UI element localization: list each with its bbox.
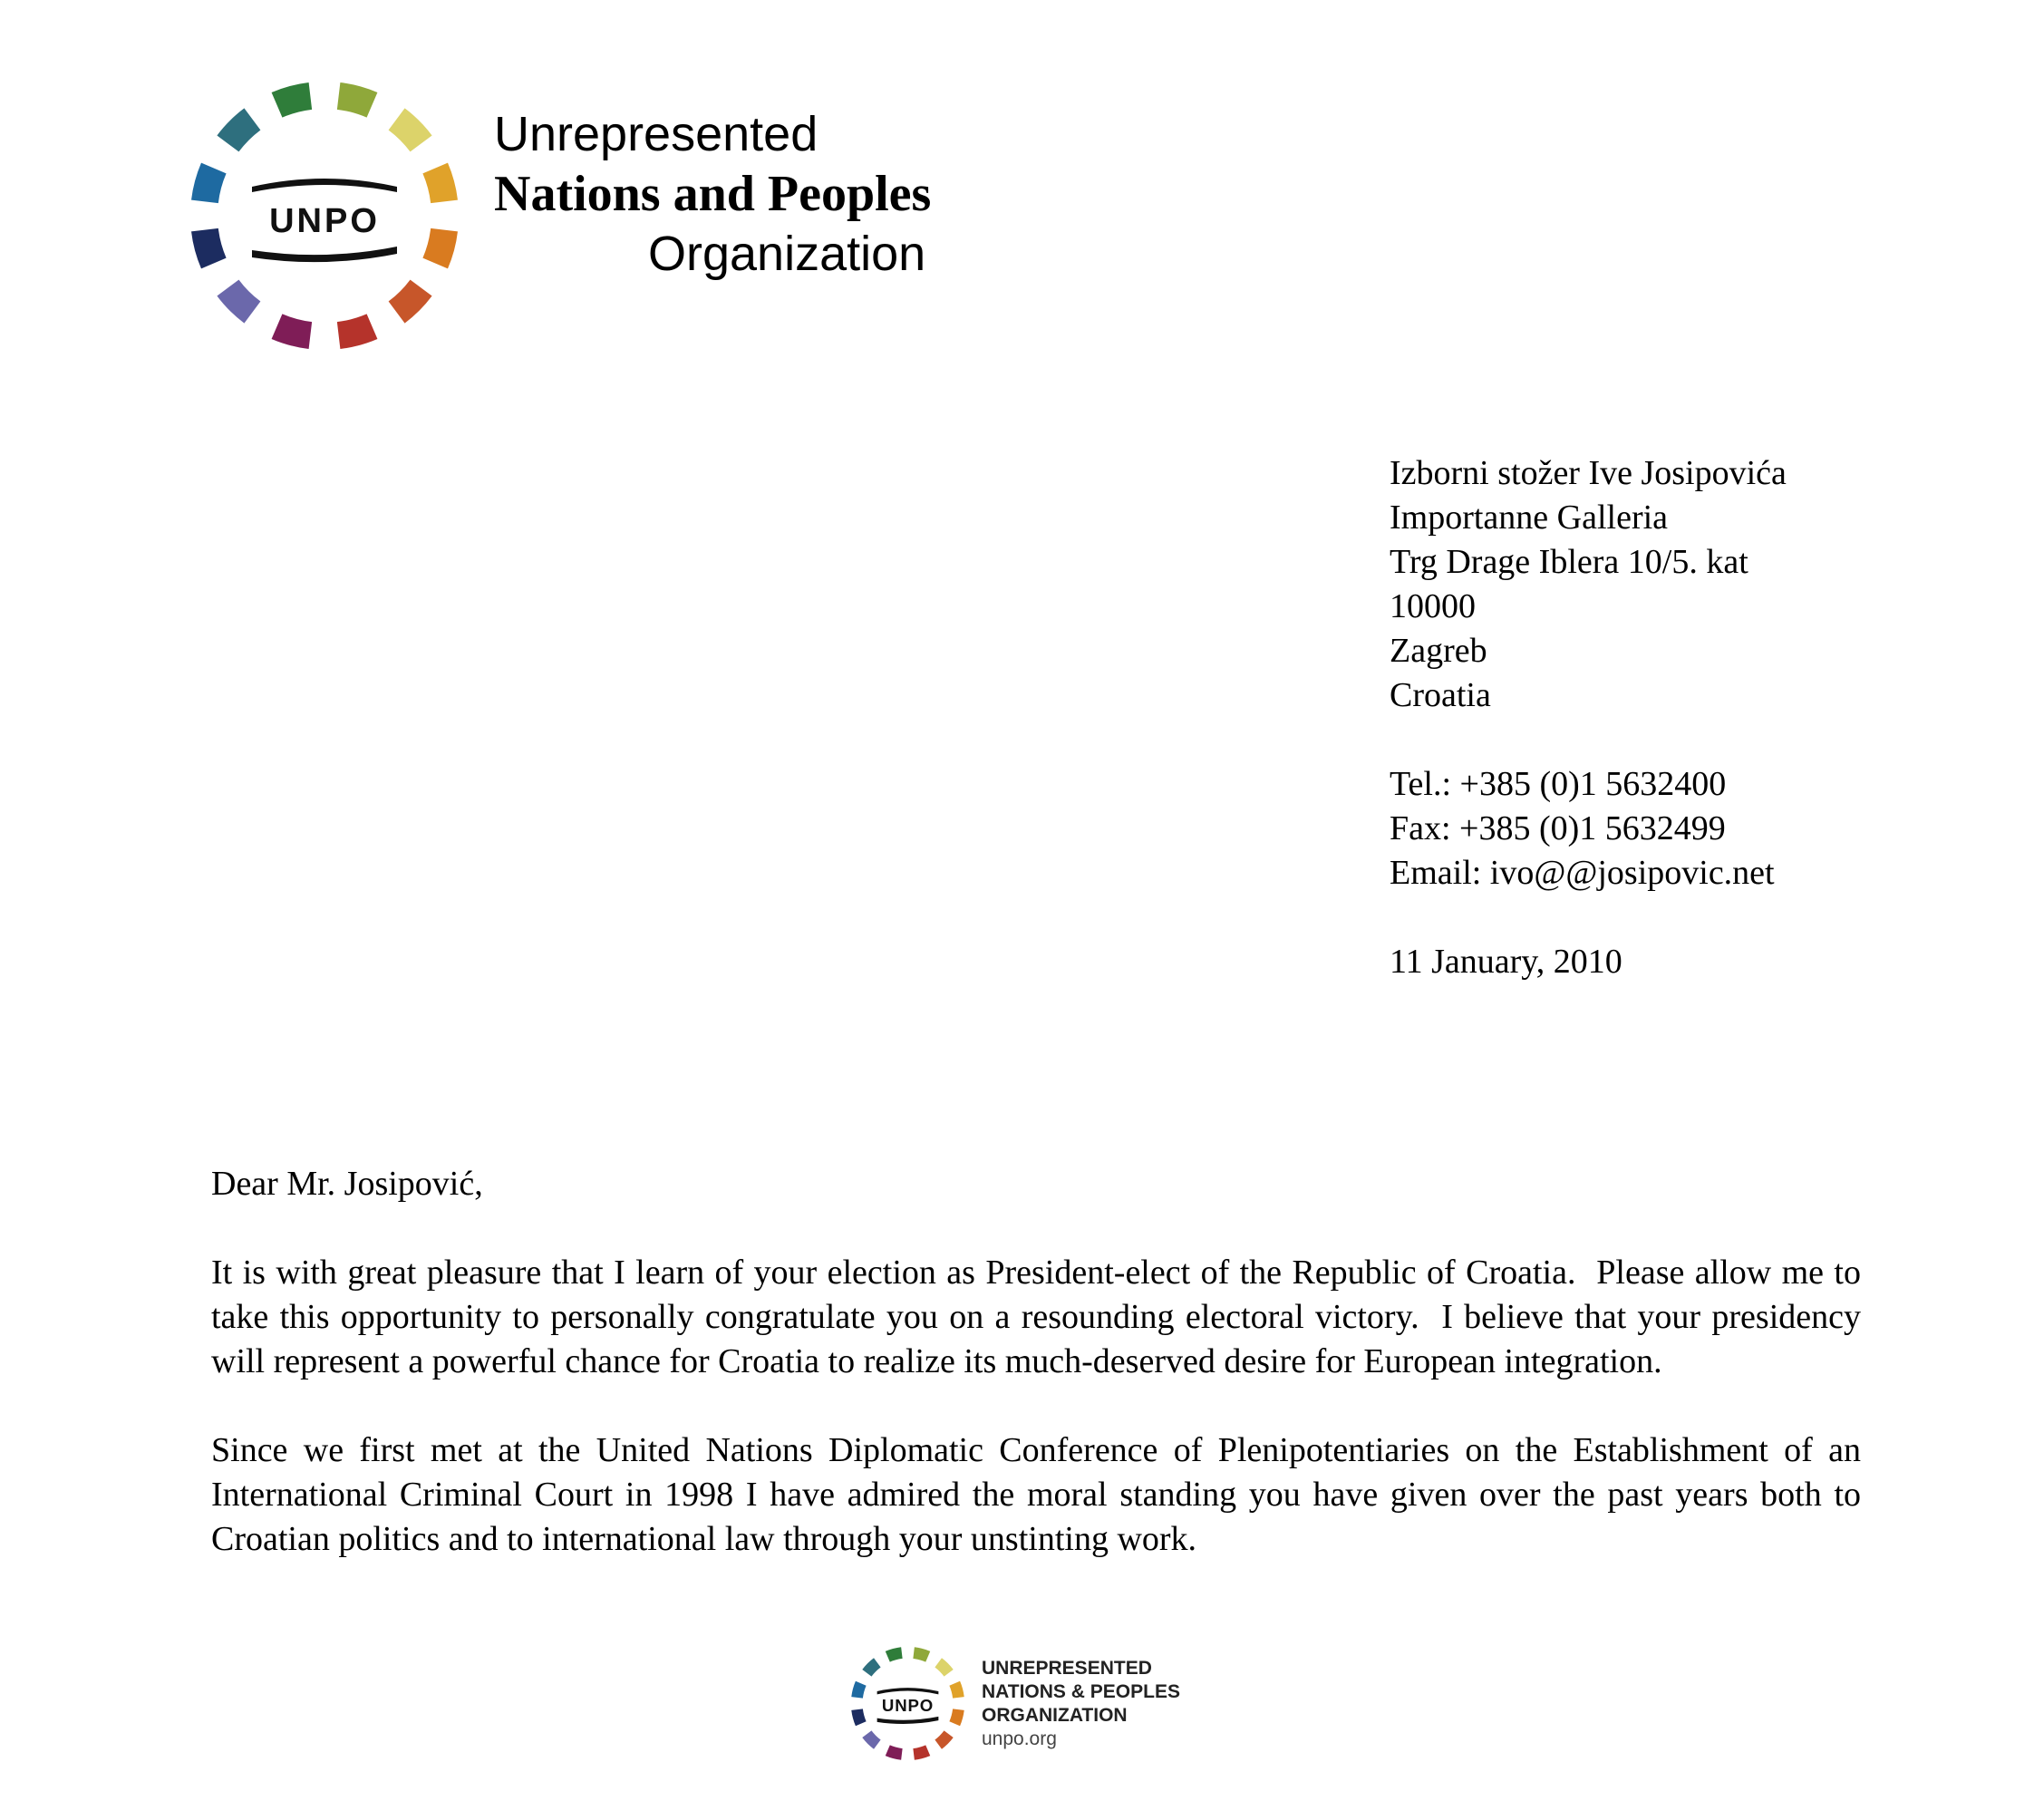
letter-body (211, 1162, 1870, 1606)
recipient-email: Email: ivo@@josipovic.net (1390, 854, 1775, 892)
unpo-logo (189, 80, 460, 352)
salutation: Dear Mr. Josipović, (211, 1165, 483, 1203)
unpo-footer-logo (850, 1646, 965, 1761)
body-paragraph: It is with great pleasure that I learn of your election as President-elect of the Republic of Croatia. Please allow me to take this opportunity to personally congratulate you on a resounding electoral victory. I believe that your presidency will represent a powerful chance for Croatia to realize its much-deserved desire for European integration. (211, 1254, 1870, 1380)
logo-ring-segment (949, 1709, 964, 1726)
logo-ring-segment (862, 1730, 880, 1748)
logo-ring-segment (217, 108, 260, 151)
footer-line3: ORGANIZATION (982, 1705, 1128, 1726)
recipient-line: Trg Drage Iblera 10/5. kat (1390, 543, 1748, 581)
logo-ring-segment (886, 1745, 903, 1759)
recipient-address-block (1390, 451, 1787, 984)
recipient-line: Zagreb (1390, 632, 1487, 670)
recipient-line: 10000 (1390, 587, 1476, 625)
logo-ring-segment (913, 1745, 930, 1759)
logo-ring-segment (422, 163, 458, 204)
logo-ring-segment (389, 108, 432, 151)
logo-ring-segment (217, 280, 260, 324)
footer-org-text (982, 1657, 1180, 1751)
recipient-line: Izborni stožer Ive Josipovića (1390, 454, 1787, 492)
footer-url: unpo.org (982, 1728, 1057, 1749)
logo-ring-segment (191, 163, 227, 204)
organization-name (494, 104, 1038, 284)
logo-ring-segment (272, 314, 313, 349)
footer-logo-arc-bottom (877, 1717, 939, 1724)
footer-logo-text: UNPO (881, 1695, 935, 1715)
recipient-tel: Tel.: +385 (0)1 5632400 (1390, 765, 1727, 803)
logo-arc-bottom (252, 247, 397, 262)
logo-ring-segment (389, 280, 432, 324)
footer-logo-arc-top (877, 1688, 939, 1694)
logo-ring-segment (191, 228, 227, 269)
recipient-line: Croatia (1390, 676, 1491, 714)
org-name-line3: Organization (648, 227, 926, 281)
logo-ring-segment (935, 1658, 953, 1676)
recipient-line: Importanne Galleria (1390, 499, 1669, 537)
recipient-fax: Fax: +385 (0)1 5632499 (1390, 809, 1726, 847)
logo-ring-segment (949, 1681, 964, 1699)
body-paragraph: Since we first met at the United Nations Diplomatic Conference of Plenipotentiaries on the Establishment of an International Criminal Court in 1998 I have admired the moral standing you have given over the past years both to Croatian politics and to international law through your unstinting work. (211, 1431, 1870, 1558)
footer-line1: UNREPRESENTED (982, 1658, 1152, 1679)
logo-ring-segment (886, 1647, 903, 1661)
logo-ring-segment (422, 228, 458, 269)
logo-ring-segment (935, 1730, 953, 1748)
logo-ring-segment (862, 1658, 880, 1676)
org-name-line1: Unrepresented (494, 107, 818, 161)
footer (850, 1642, 1303, 1765)
letter-date: 11 January, 2010 (1390, 943, 1622, 981)
logo-ring-segment (851, 1709, 866, 1726)
logo-ring-segment (851, 1681, 866, 1699)
logo-ring-segment (337, 314, 378, 349)
logo-arc-top (252, 179, 397, 192)
footer-line2: NATIONS & PEOPLES (982, 1681, 1180, 1702)
org-name-line2: Nations and Peoples (494, 166, 932, 222)
logo-ring-segment (272, 82, 313, 118)
logo-ring-segment (913, 1647, 930, 1661)
logo-ring-segment (337, 82, 378, 118)
logo-text: UNPO (269, 202, 380, 240)
